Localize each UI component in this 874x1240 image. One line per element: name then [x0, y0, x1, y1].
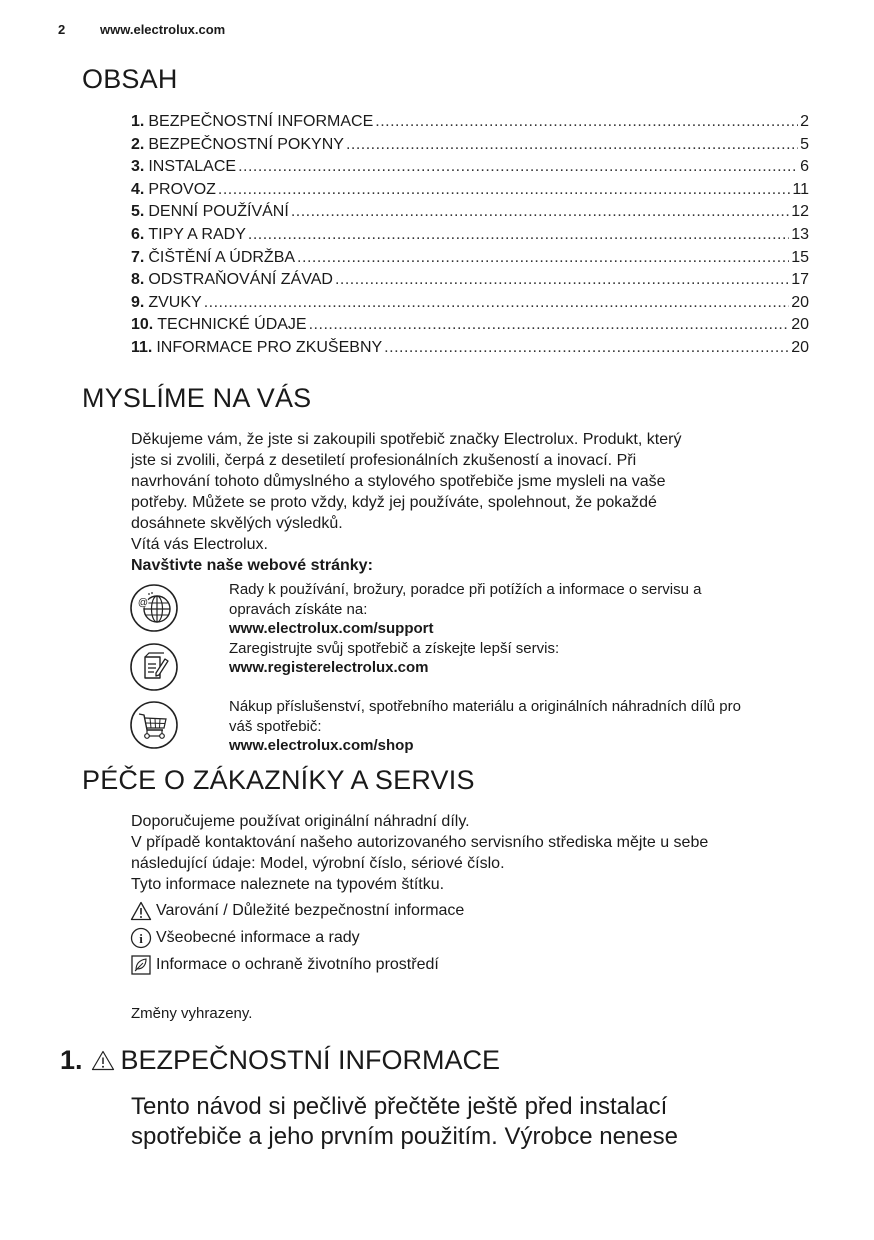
support-info	[229, 580, 819, 678]
section-title-care: PÉČE O ZÁKAZNÍKY A SERVIS	[82, 765, 475, 795]
section-1-intro	[131, 1092, 831, 1152]
symbol-legend	[129, 897, 464, 978]
toc-leader-dots	[218, 179, 790, 202]
support-text-line: opravách získáte na:	[229, 600, 368, 618]
info-circle-icon	[129, 927, 153, 949]
toc-leader-dots	[248, 224, 789, 247]
header-site-url: www.electrolux.com	[100, 22, 226, 37]
toc-item[interactable]	[131, 201, 809, 224]
legend-item-info	[129, 924, 464, 951]
toc-item[interactable]	[131, 337, 809, 360]
toc-item-number: 8.	[131, 271, 145, 289]
intro-line: jste si zvolili, čerpá z desetiletí profesionálních zkušeností a inovací. Při	[131, 452, 637, 469]
care-line: V případě kontaktování našeho autorizovaného servisního střediska mějte u sebe	[131, 834, 709, 851]
legend-label: Varování / Důležité bezpečnostní informace	[156, 901, 465, 919]
globe-at-icon	[129, 583, 179, 633]
toc-item-number: 3.	[131, 158, 145, 176]
toc-item-page: 13	[791, 225, 809, 243]
changes-reserved-note: Změny vyhrazeny.	[131, 1005, 253, 1022]
toc-item-number: 10.	[131, 316, 154, 334]
toc-leader-dots	[375, 111, 798, 134]
toc-item-number: 9.	[131, 293, 145, 311]
support-text-line: Rady k používání, brožury, poradce při potížích a informace o servisu a	[229, 581, 702, 598]
toc-item-page: 20	[791, 293, 809, 311]
visit-label: Navštivte naše webové stránky:	[131, 557, 373, 574]
toc-item-page: 20	[791, 316, 809, 334]
care-line: Doporučujeme používat originální náhradní díly.	[131, 813, 470, 830]
toc-item-label: DENNÍ POUŽÍVÁNÍ	[148, 203, 289, 221]
toc-item-page: 12	[791, 203, 809, 221]
intro-line: Tento návod si pečlivě přečtěte ještě před instalací	[131, 1093, 668, 1120]
register-text-line: Zaregistrujte svůj spotřebič a získejte lepší servis:	[229, 639, 560, 657]
toc-item-page: 5	[800, 135, 809, 153]
section-1-heading	[60, 1045, 500, 1076]
toc-item[interactable]	[131, 179, 809, 202]
toc-item[interactable]	[131, 111, 809, 134]
toc-leader-dots	[291, 201, 789, 224]
toc-item[interactable]	[131, 292, 809, 315]
toc-item-number: 7.	[131, 248, 145, 266]
section-title-thinking: MYSLÍME NA VÁS	[82, 383, 312, 413]
toc-leader-dots	[346, 134, 798, 157]
toc-item-label: INFORMACE PRO ZKUŠEBNY	[156, 338, 383, 356]
legend-label: Informace o ochraně životního prostředí	[156, 955, 439, 973]
toc-item-label: BEZPEČNOSTNÍ POKYNY	[148, 135, 344, 153]
intro-line: Děkujeme vám, že jste si zakoupili spotřebič značky Electrolux. Produkt, který	[131, 431, 682, 448]
toc-item-label: PROVOZ	[148, 180, 216, 198]
care-line: Tyto informace naleznete na typovém štítku.	[131, 876, 445, 893]
register-link[interactable]: www.registerelectrolux.com	[229, 659, 429, 676]
toc-item-page: 2	[800, 113, 809, 130]
toc-item-number: 1.	[131, 113, 145, 130]
toc-item-number: 6.	[131, 225, 145, 243]
toc-leader-dots	[335, 269, 789, 292]
intro-line: dosáhnete skvělých výsledků.	[131, 515, 343, 532]
toc-item-number: 5.	[131, 203, 145, 221]
toc-item[interactable]	[131, 314, 809, 337]
toc-item-page: 11	[792, 180, 809, 198]
toc-item-number: 4.	[131, 180, 145, 198]
care-text	[131, 811, 821, 895]
shop-text-line: váš spotřebič:	[229, 717, 322, 735]
register-document-icon	[129, 642, 179, 692]
page-number: 2	[58, 22, 66, 37]
svg-text:i: i	[139, 930, 143, 946]
svg-text:@: @	[137, 597, 149, 609]
section-number: 1.	[60, 1045, 83, 1075]
toc-item-page: 17	[791, 271, 809, 289]
toc-item[interactable]	[131, 269, 809, 292]
intro-line: potřeby. Můžete se proto vždy, když jej používáte, spolehnout, že pokaždé	[131, 494, 657, 511]
toc-item[interactable]	[131, 247, 809, 270]
legend-label: Všeobecné informace a rady	[156, 928, 360, 946]
environment-leaf-icon	[129, 954, 153, 976]
table-of-contents	[131, 111, 809, 360]
toc-item-page: 20	[791, 338, 809, 356]
toc-item[interactable]	[131, 224, 809, 247]
shop-text-line: Nákup příslušenství, spotřebního materiálu a originálních náhradních dílů pro	[229, 698, 741, 715]
shop-info	[229, 697, 819, 756]
legend-item-environment	[129, 951, 464, 978]
care-line: následující údaje: Model, výrobní číslo, sériové číslo.	[131, 855, 505, 872]
toc-item-label: BEZPEČNOSTNÍ INFORMACE	[148, 113, 374, 130]
thinking-intro	[131, 429, 821, 576]
toc-item[interactable]	[131, 134, 809, 157]
toc-item-label: TIPY A RADY	[148, 225, 246, 243]
toc-item-page: 15	[791, 248, 809, 266]
toc-item-number: 2.	[131, 135, 145, 153]
toc-item-number: 11.	[131, 338, 153, 356]
toc-leader-dots	[204, 292, 790, 315]
support-link[interactable]: www.electrolux.com/support	[229, 620, 434, 637]
shopping-cart-icon	[129, 700, 179, 750]
warning-triangle-icon	[91, 1050, 115, 1071]
warning-triangle-icon	[129, 900, 153, 922]
toc-item-label: TECHNICKÉ ÚDAJE	[157, 316, 307, 334]
toc-item-page: 6	[800, 158, 809, 176]
toc-leader-dots	[309, 314, 790, 337]
toc-title: OBSAH	[82, 64, 178, 94]
intro-line: Vítá vás Electrolux.	[131, 536, 268, 553]
legend-item-warning	[129, 897, 464, 924]
intro-line: spotřebiče a jeho prvním použitím. Výrobce nenese	[131, 1123, 678, 1150]
toc-leader-dots	[297, 247, 789, 270]
toc-item-label: INSTALACE	[148, 158, 237, 176]
toc-leader-dots	[238, 156, 798, 179]
toc-item-label: ZVUKY	[148, 293, 202, 311]
section-title: BEZPEČNOSTNÍ INFORMACE	[120, 1045, 501, 1075]
toc-leader-dots	[384, 337, 789, 360]
toc-item-label: ČIŠTĚNÍ A ÚDRŽBA	[148, 248, 296, 266]
intro-line: navrhování tohoto důmyslného a stylového spotřebiče jsme mysleli na vaše	[131, 473, 666, 490]
shop-link[interactable]: www.electrolux.com/shop	[229, 737, 414, 754]
toc-item[interactable]	[131, 156, 809, 179]
toc-item-label: ODSTRAŇOVÁNÍ ZÁVAD	[148, 271, 333, 289]
